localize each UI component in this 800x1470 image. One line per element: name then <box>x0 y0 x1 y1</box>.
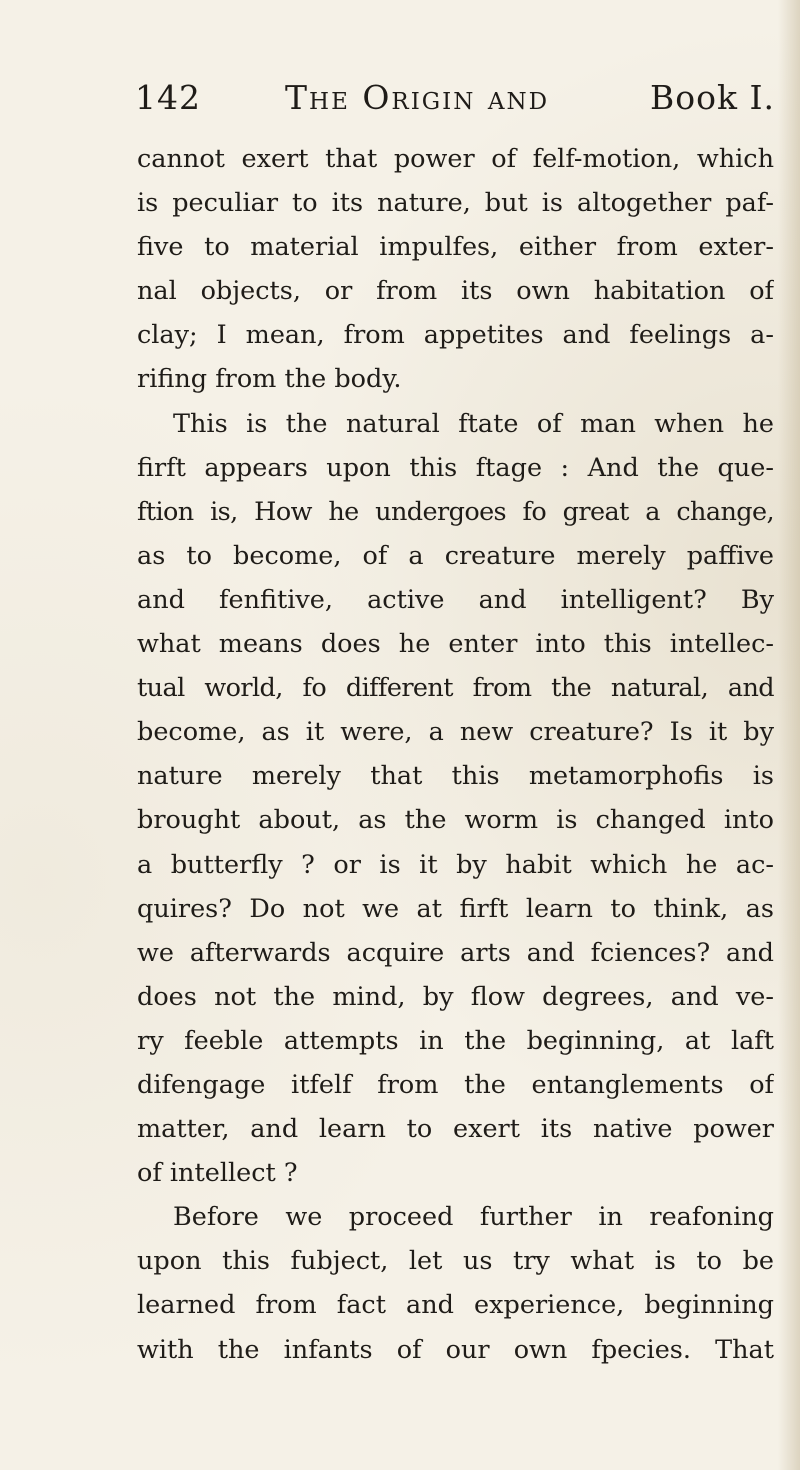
text-line: of intellect ? <box>137 1158 298 1189</box>
text-line: quires? Do not we at firft learn to think, as <box>137 893 774 924</box>
paragraph-start-line: This is the natural ftate of man when he <box>173 408 774 439</box>
text-line: with the infants of our own fpecies. That <box>137 1334 774 1365</box>
text-line: tual world, fo different from the natural, and <box>137 673 774 704</box>
text-line: cannot exert that power of felf-motion, which <box>137 144 774 174</box>
text-line: and fenfitive, active and intelligent? By <box>137 584 774 615</box>
text-line: nature merely that this metamorphofis is <box>137 761 774 792</box>
paragraph-start-line: Before we proceed further in reafoning <box>173 1202 774 1233</box>
text-line: upon this fubject, let us try what is to be <box>137 1246 774 1277</box>
text-line: nal objects, or from its own habitation of <box>137 276 774 307</box>
text-line: as to become, of a creature merely paffive <box>137 540 774 571</box>
text-line: ftion is, How he undergoes fo great a change, <box>137 496 774 527</box>
text-line: firft appears upon this ftage : And the que- <box>137 452 774 483</box>
text-line: ry feeble attempts in the beginning, at laft <box>137 1025 774 1056</box>
text-line: is peculiar to its nature, but is altogether paf- <box>137 188 774 219</box>
page-edge-shadow <box>778 0 800 1470</box>
running-title: The Origin and <box>285 78 550 117</box>
text-line: five to material impulfes, either from exter- <box>137 232 774 263</box>
page-header <box>135 78 775 128</box>
text-line: does not the mind, by flow degrees, and ve- <box>137 981 774 1012</box>
text-line: matter, and learn to exert its native power <box>137 1114 774 1145</box>
body-text <box>137 137 774 1372</box>
text-line: learned from fact and experience, beginning <box>137 1290 774 1321</box>
book-label: Book I. <box>650 78 775 117</box>
text-line: brought about, as the worm is changed into <box>137 805 774 836</box>
page-number: 142 <box>135 78 201 117</box>
text-line: difengage itfelf from the entanglements of <box>137 1069 774 1100</box>
text-line: rifing from the body. <box>137 364 402 395</box>
text-line: we afterwards acquire arts and fciences? and <box>137 937 774 968</box>
text-line: clay; I mean, from appetites and feelings a- <box>137 320 774 351</box>
text-line: what means does he enter into this intellec- <box>137 629 774 660</box>
text-line: become, as it were, a new creature? Is it by <box>137 717 774 748</box>
text-line: a butterfly ? or is it by habit which he ac- <box>137 849 774 880</box>
